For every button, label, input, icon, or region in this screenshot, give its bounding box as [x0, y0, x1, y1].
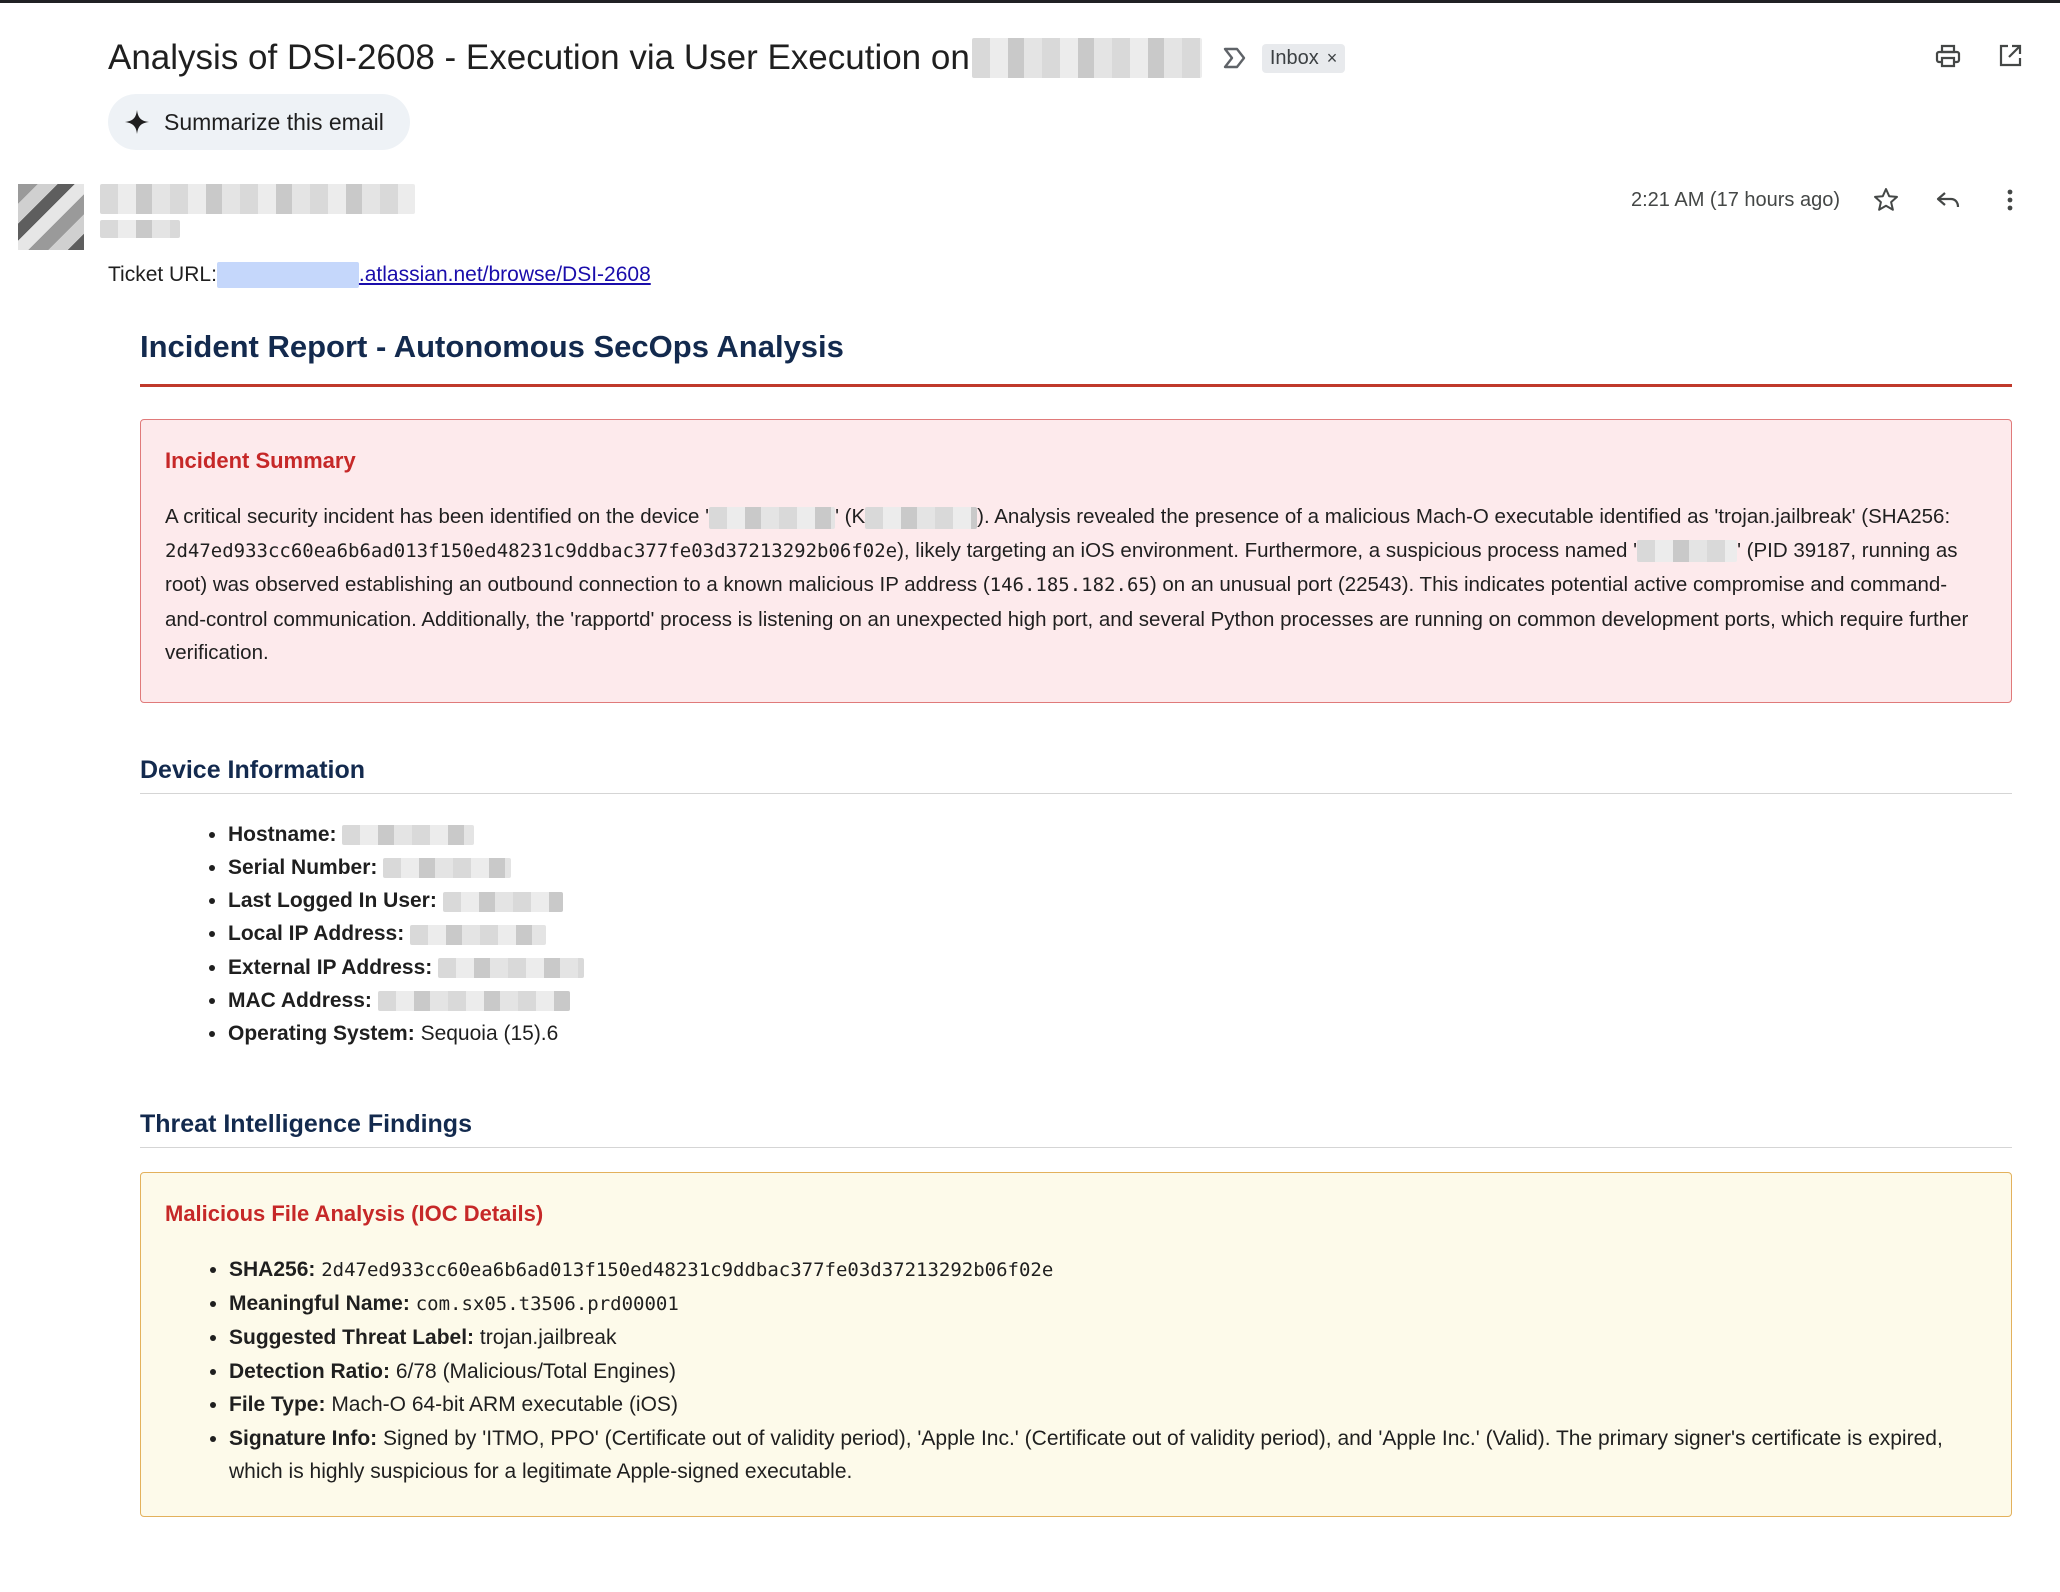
ticket-url-label: Ticket URL:: [108, 263, 217, 286]
remove-label-button[interactable]: ×: [1326, 47, 1338, 68]
redacted-value: [383, 858, 511, 878]
list-item: • Suggested Threat Label: trojan.jailbreak: [229, 1321, 1987, 1354]
sender-avatar[interactable]: [18, 184, 84, 250]
sender-name[interactable]: [100, 184, 415, 238]
list-item: • External IP Address:: [228, 951, 2012, 984]
ioc-details-heading: Malicious File Analysis (IOC Details): [165, 1200, 544, 1226]
top-actions: [1932, 40, 2026, 72]
list-item: • Serial Number:: [228, 851, 2012, 884]
redacted-sender-detail: [100, 220, 180, 238]
report-title: Incident Report - Autonomous SecOps Analysis: [140, 329, 844, 364]
list-item: • Signature Info: Signed by 'ITMO, PPO' (Certificate out of validity period), 'Apple Inc.' (Certificate out of validity period), and 'Apple Inc.' (Valid). The primary signer's certificate is expired, which is highly suspicious for a legitimate Apple-signed executable.: [229, 1422, 1987, 1489]
redacted-value: [438, 958, 584, 978]
redacted-value: [378, 991, 570, 1011]
ticket-url-link[interactable]: [217, 262, 651, 288]
inbox-label-chip: [1262, 44, 1345, 73]
ioc-details-box: [140, 1172, 2012, 1518]
redacted-device-name: [709, 507, 835, 529]
list-item: • Detection Ratio: 6/78 (Malicious/Total Engines): [229, 1355, 1987, 1388]
list-item: • Operating System: Sequoia (15).6: [228, 1017, 2012, 1050]
message-meta: [1631, 184, 2026, 216]
subject-row: [108, 32, 1345, 84]
importance-marker-icon[interactable]: [1220, 44, 1248, 72]
list-item: • File Type: Mach-O 64-bit ARM executable (iOS): [229, 1388, 1987, 1421]
threat-divider: [140, 1147, 2012, 1148]
print-icon[interactable]: [1932, 40, 1964, 72]
redacted-value: [342, 825, 474, 845]
redacted-sender-name: [100, 184, 415, 214]
list-item: • Last Logged In User:: [228, 884, 2012, 917]
title-divider: [140, 384, 2012, 387]
redacted-value: [443, 892, 563, 912]
list-item: • Local IP Address:: [228, 917, 2012, 950]
message-time: 2:21 AM (17 hours ago): [1630, 188, 1840, 211]
more-options-icon[interactable]: [1994, 184, 2026, 216]
incident-summary-text: A critical security incident has been identified on the device ' ' (K ). Analysis revealed the presence of a malicious Mach-O executable identified as 'trojan.jailbreak' (SHA256: 2d47ed933cc60ea6b6ad013f150ed48231c9ddbac377fe03d37213292b06f02e), likely targeting an iOS environment. Furthermore, a suspicious process named ' ' (PID 39187, running as root) was observed establishing an outbound connection to a known malicious IP address (146.185.182.65) on an unusual port (22543). This indicates potential active compromise and command-and-control communication. Additionally, the 'rapportd' process is listening on an unexpected high port, and several Python processes are running on common development ports, which require further verification.: [165, 505, 1969, 664]
top-border: [0, 0, 2060, 3]
device-info-list: [140, 818, 2012, 1051]
ticket-url-line: [108, 262, 651, 288]
list-item: • MAC Address:: [228, 984, 2012, 1017]
email-subject: Analysis of DSI-2608 - Execution via User Execution on: [108, 38, 970, 77]
summarize-email-button[interactable]: [108, 94, 410, 150]
open-in-new-window-icon[interactable]: [1994, 40, 2026, 72]
redacted-ticket-host: [217, 262, 359, 288]
incident-summary-box: [140, 419, 2012, 703]
ioc-list: [165, 1253, 1987, 1489]
list-item: • Meaningful Name: com.sx05.t3506.prd00001: [229, 1287, 1987, 1321]
list-item: • SHA256: 2d47ed933cc60ea6b6ad013f150ed48231c9ddbac377fe03d37213292b06f02e: [229, 1253, 1987, 1287]
star-icon[interactable]: [1870, 184, 1902, 216]
device-divider: [140, 793, 2012, 794]
redacted-value: [410, 925, 546, 945]
reply-icon[interactable]: [1932, 184, 1964, 216]
redacted-subject-tail: [972, 38, 1202, 78]
device-information-heading: Device Information: [140, 755, 366, 784]
threat-intelligence-heading: Threat Intelligence Findings: [140, 1109, 472, 1138]
incident-summary-heading: Incident Summary: [165, 448, 356, 473]
ticket-url-text: .atlassian.net/browse/DSI-2608: [358, 263, 651, 286]
redacted-device-serial: [865, 507, 977, 529]
summarize-label: Summarize this email: [164, 108, 384, 135]
redacted-process-name: [1637, 540, 1737, 562]
incident-report: [140, 326, 2012, 1517]
list-item: • Hostname:: [228, 818, 2012, 851]
sparkle-icon: [124, 109, 150, 135]
inbox-label-text: Inbox: [1269, 46, 1319, 69]
